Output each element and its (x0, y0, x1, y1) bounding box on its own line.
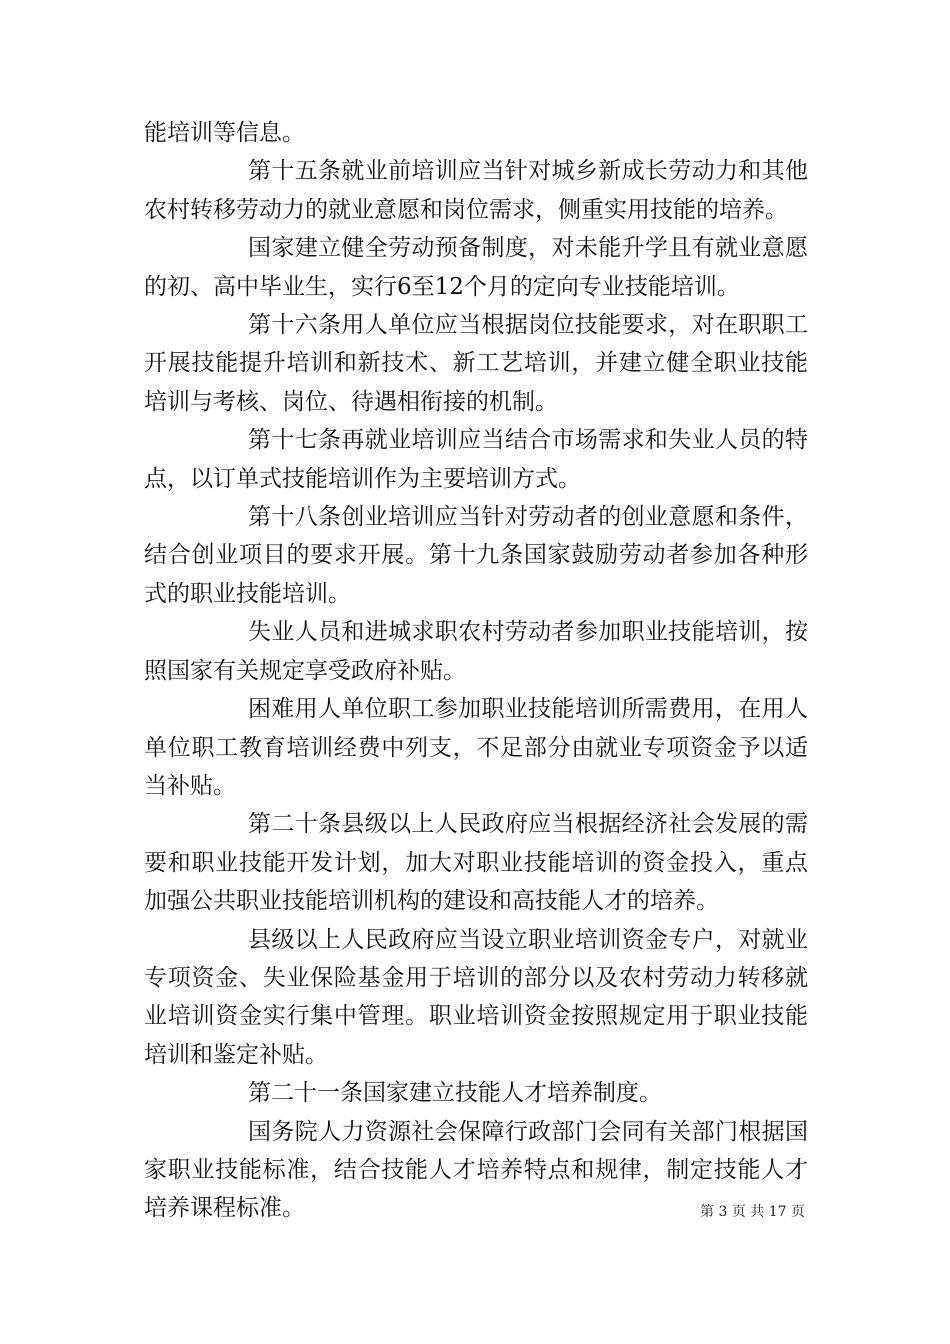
page-footer (700, 1203, 805, 1221)
document-body (144, 114, 808, 1228)
paragraph: 能培训等信息。 (144, 120, 305, 146)
paragraph: 第十五条就业前培训应当针对城乡新成长劳动力和其他农村转移劳动力的就业意愿和岗位需求，侧重实用技能的培养。 (144, 158, 808, 223)
paragraph: 第十七条再就业培训应当结合市场需求和失业人员的特点，以订单式技能培训作为主要培训方式。 (144, 427, 808, 492)
paragraph: 第十六条用人单位应当根据岗位技能要求，对在职职工开展技能提升培训和新技术、新工艺培训，并建立健全职业技能培训与考核、岗位、待遇相衔接的机制。 (144, 312, 808, 415)
paragraph: 第二十一条国家建立技能人才培养制度。 (248, 1080, 662, 1107)
paragraph: 国务院人力资源社会保障行政部门会同有关部门根据国家职业技能标准，结合技能人才培养特点和规律，制定技能人才培养课程标准。 (144, 1118, 808, 1222)
paragraph: 第二十条县级以上人民政府应当根据经济社会发展的需要和职业技能开发计划，加大对职业技能培训的资金投入，重点加强公共职业技能培训机构的建设和高技能人才的培养。 (144, 811, 808, 915)
paragraph: 困难用人单位职工参加职业技能培训所需费用，在用人单位职工教育培训经费中列支，不足部分由就业专项资金予以适当补贴。 (144, 696, 808, 799)
paragraph: 第十八条创业培训应当针对劳动者的创业意愿和条件，结合创业项目的要求开展。第十九条国家鼓励劳动者参加各种形式的职业技能培训。 (144, 504, 808, 607)
paragraph: 失业人员和进城求职农村劳动者参加职业技能培训，按照国家有关规定享受政府补贴。 (144, 619, 808, 684)
paragraph: 国家建立健全劳动预备制度，对未能升学且有就业意愿的初、高中毕业生，实行6至12个月的定向专业技能培训。 (144, 235, 808, 300)
paragraph: 县级以上人民政府应当设立职业培训资金专户，对就业专项资金、失业保险基金用于培训的部分以及农村劳动力转移就业培训资金实行集中管理。职业培训资金按照规定用于职业技能培训和鉴定补贴。 (144, 926, 808, 1068)
page-number: 第 3 页 共 17 页 (700, 1204, 805, 1220)
